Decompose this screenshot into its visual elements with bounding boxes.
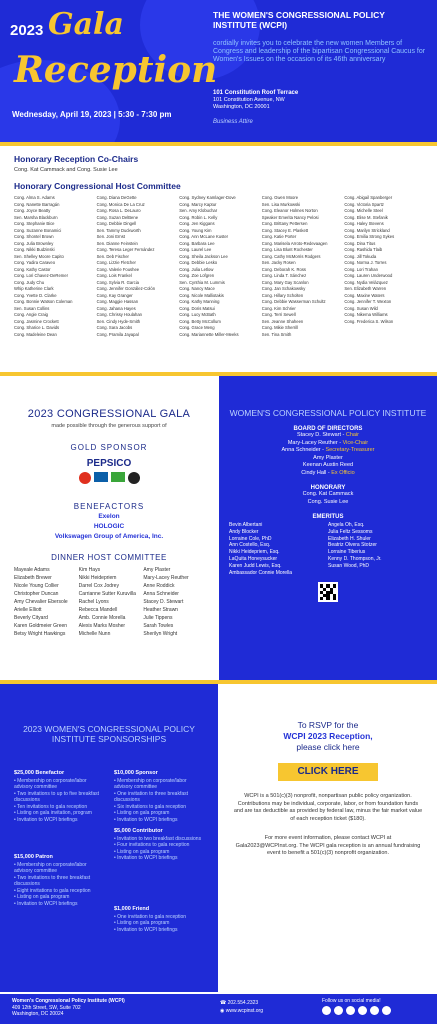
committee-member: Cong. Yvette D. Clarke xyxy=(14,292,57,298)
emeritus-member: Karen Judd Lewis, Esq. xyxy=(229,562,282,569)
committee-member: Cong. Jill Tokuda xyxy=(344,253,377,259)
committee-title: Honorary Congressional Host Committee xyxy=(14,181,181,191)
committee-member: Cong. Cathy McMorris Rodgers xyxy=(261,253,321,259)
sponsorship-tier xyxy=(114,828,206,862)
committee-member: Cong. Mikie Sherrill xyxy=(261,325,299,330)
committee-member: Cong. Rosa L. DeLauro xyxy=(96,208,141,213)
footer-phone[interactable]: 202.554.2323 xyxy=(227,1000,259,1006)
committee-member: Sen. Cynthia M. Lummis xyxy=(179,279,225,285)
committee-member: Cong. Joyce Beatty xyxy=(14,208,51,213)
dinner-columns xyxy=(10,566,208,638)
dinner-member: Stacey D. Stewart xyxy=(143,599,184,605)
footer-address: Washington, DC 20024 xyxy=(12,1011,64,1017)
dinner-member: Julie Tippens xyxy=(143,615,173,621)
board-member xyxy=(229,455,427,463)
committee-member: Sen. Joni Ernst xyxy=(96,234,125,239)
committee-member: Cong. Chrissy Houlahan xyxy=(96,312,142,317)
dinner-member: Elizabeth Brewer xyxy=(14,575,52,581)
rsvp-button[interactable]: CLICK HERE xyxy=(278,763,378,781)
social-label: Follow us on social media! xyxy=(322,998,381,1004)
committee-member: Cong. Nancy Mace xyxy=(179,286,215,291)
committee-member: Cong. Hillary Scholten xyxy=(261,292,304,298)
dinner-member: Mayeale Adams xyxy=(14,567,50,573)
committee-column xyxy=(262,195,341,338)
emeritus-member: Ambassador Connie Morella xyxy=(229,569,293,576)
dinner-member: Arielle Elliott xyxy=(14,607,42,613)
emeritus-column xyxy=(229,522,328,576)
committee-member: Cong. Michelle Steel xyxy=(344,208,383,213)
committee-member: Cong. Jennifer T. Wexton xyxy=(344,299,392,304)
board-role: Chair xyxy=(345,432,360,438)
committee-member: Cong. Nikki Budzinski xyxy=(14,247,55,252)
rsvp-line: please click here xyxy=(296,742,360,752)
tier-name: $25,000 Benefactor xyxy=(14,770,65,776)
dinner-column xyxy=(79,566,144,638)
twitter-icon[interactable] xyxy=(334,1006,343,1015)
emeritus-member: LaQuita Honeysucker xyxy=(229,555,278,562)
committee-member: Cong. Betty McCollum xyxy=(179,318,221,324)
org-title: THE WOMEN'S CONGRESSIONAL POLICY INSTITUTE (WCPI) xyxy=(213,10,385,30)
dinner-member: Nikki Heidepriem xyxy=(78,575,117,581)
dinner-member: Anna Schneider xyxy=(143,591,179,597)
tier-benefit: • Invitation to WCPI briefings xyxy=(14,900,78,907)
committee-member: Cong. Lori Trahan xyxy=(344,266,378,272)
committee-member: Sen. Jeanne Shaheen xyxy=(261,318,304,324)
committee-member: Cong. Alma S. Adams xyxy=(14,195,55,200)
emeritus-member: Susan Wood, PhD xyxy=(328,562,370,569)
committee-member: Cong. Ann McLane Kuster xyxy=(179,234,229,239)
committee-member: Cong. Victoria Spartz xyxy=(344,201,384,207)
tier-benefit: • Four invitations to gala reception xyxy=(114,842,190,848)
dinner-member: Mary-Lacey Reuther xyxy=(143,575,189,581)
dinner-column xyxy=(143,566,208,638)
tier-benefit: • Invitation to WCPI briefings xyxy=(114,816,178,823)
tier-benefit: • Membership on corporate/labor advisory committee xyxy=(14,861,87,874)
tier-benefit: • Two invitations to up to five breakfast discussions xyxy=(14,790,100,803)
tier-benefit: • Listing on gala program xyxy=(114,810,170,816)
emeritus-member: Bevin Albertani xyxy=(229,522,263,528)
sponsorship-tier xyxy=(114,906,206,933)
committee-member: Sen. Shelley Moore Capito xyxy=(14,253,64,259)
dinner-member: Michelle Nunn xyxy=(78,631,111,637)
pepsico-wordmark: PEPSICO xyxy=(86,458,132,469)
bod-title: BOARD OF DIRECTORS xyxy=(293,426,363,432)
sponsorships-title: 2023 WOMEN'S CONGRESSIONAL POLICY INSTITUTE SPONSORSHIPS xyxy=(23,724,195,744)
web-icon: ◉ xyxy=(220,1008,226,1014)
dinner-member: Kim Hays xyxy=(78,567,101,573)
footer-address: 409 12th Street, SW, Suite 702 xyxy=(12,1004,81,1011)
board-name: Mary-Lacey Reuther - xyxy=(287,439,343,446)
committee-member: Cong. Stephanie Bice xyxy=(14,221,55,226)
committee-member: Cong. Grace Meng xyxy=(179,325,215,330)
dinner-member: Anne Roddick xyxy=(143,583,175,589)
committee-member: Cong. Teresa Leger Fernández xyxy=(96,247,155,252)
tier-name: $10,000 Sponsor xyxy=(114,770,158,776)
address-line: Washington, DC 20001 xyxy=(213,104,270,110)
emeritus-member: Kenny D. Thompson, Jr. xyxy=(328,555,382,562)
committee-member: Cong. Susan Wild xyxy=(344,305,378,311)
honorary-member: Cong. Susie Lee xyxy=(307,498,349,505)
committee-member: Cong. Monica De La Cruz xyxy=(96,201,145,207)
committee-column xyxy=(344,195,423,338)
sponsorships-panel xyxy=(0,684,218,992)
committee-member: Cong. Sharice L. Davids xyxy=(14,325,60,330)
gold-sponsor-title: GOLD SPONSOR xyxy=(70,443,148,452)
committee-member: Cong. Yadira Caraveo xyxy=(14,260,56,265)
committee-member: Cong. Eleanor Holmes Norton xyxy=(261,208,318,213)
dinner-member: Rachel Lyons xyxy=(78,599,109,605)
committee-member: Cong. Sylvia R. Garcia xyxy=(96,279,139,285)
board-name: Stacey D. Stewart - xyxy=(296,432,346,438)
tier-benefit: • Listing on gala program xyxy=(114,848,170,855)
board-org-title: WOMEN'S CONGRESSIONAL POLICY INSTITUTE xyxy=(229,408,427,418)
committee-member: Cong. Young Kim xyxy=(179,227,212,233)
committee-member: Cong. Bonnie Watson Coleman xyxy=(14,299,73,304)
board-member xyxy=(229,432,427,440)
sponsorship-tier xyxy=(14,854,106,907)
cochairs-title: Honorary Reception Co-Chairs xyxy=(14,154,139,164)
venue-name: 101 Constitution Roof Terrace xyxy=(213,90,299,96)
tier-benefit: • Eight invitations to gala reception xyxy=(14,887,91,894)
committee-member: Cong. Diana DeGette xyxy=(96,195,137,200)
committee-member: Cong. Frederica S. Wilson xyxy=(344,318,394,324)
dinner-member: Amb. Connie Morella xyxy=(78,615,126,621)
rsvp-heading xyxy=(233,720,423,753)
venue-address xyxy=(213,90,298,111)
brand-icon xyxy=(128,472,140,484)
dinner-member: Betsy Wright Hawkings xyxy=(14,631,66,637)
brand-icon xyxy=(94,472,108,482)
committee-member: Cong. Jen Kiggans xyxy=(179,221,215,226)
committee-member: Cong. Kathy Manning xyxy=(179,299,220,304)
board-member xyxy=(229,462,427,470)
committee-member: Cong. Lucy McBath xyxy=(179,312,216,317)
committee-member: Cong. Katie Porter xyxy=(261,234,297,239)
committee-member: Cong. Marcy Kaptur xyxy=(179,201,217,207)
committee-member: Cong. Suzan DelBene xyxy=(96,214,139,220)
qr-code[interactable] xyxy=(318,582,338,602)
emeritus-member: Nikki Heidepriem, Esq. xyxy=(229,549,280,556)
tier-benefit: • Ten invitations to gala reception xyxy=(14,803,88,810)
committee-member: Cong. Judy Chu xyxy=(14,279,45,285)
emeritus-member: Lorraine Tiberius xyxy=(328,549,366,556)
committee-column xyxy=(97,195,176,338)
dinner-member: Nicole Young Collier xyxy=(14,583,59,589)
board-role: Vice-Chair xyxy=(342,439,369,446)
committee-member: Cong. Maggie Hassan xyxy=(96,299,139,304)
board-member xyxy=(229,447,427,455)
honorary-member: Cong. Kat Cammack xyxy=(302,491,354,497)
dinner-column xyxy=(14,566,79,638)
youtube-icon[interactable] xyxy=(346,1006,355,1015)
sponsorship-tier xyxy=(14,770,106,823)
tier-name: $15,000 Patron xyxy=(14,854,53,860)
board-member xyxy=(229,440,427,448)
committee-member: Cong. Jasmine Crockett xyxy=(14,318,59,324)
instagram-icon[interactable] xyxy=(382,1006,391,1015)
board-role: Secretary-Treasurer xyxy=(325,447,375,453)
sponsorship-tier xyxy=(114,770,206,823)
emeritus-column xyxy=(328,522,427,576)
committee-member: Cong. Zoe Lofgren xyxy=(179,273,215,278)
committee-member: Cong. Kim Schrier xyxy=(261,305,296,311)
committee-member: Cong. Maxine Waters xyxy=(344,292,385,298)
benefactor: Volkswagen Group of America, Inc. xyxy=(54,533,164,540)
committee-member: Cong. Nanette Barragán xyxy=(14,201,60,207)
event-date: Wednesday, April 19, 2023 | 5:30 - 7:30 pm xyxy=(12,110,172,119)
committee-member: Cong. Lisa Blunt Rochester xyxy=(261,247,313,252)
linkedin-icon[interactable] xyxy=(370,1006,379,1015)
board-name: Cindy Hall - xyxy=(301,469,332,476)
brand-icon xyxy=(79,472,91,484)
committee-member: Cong. Deborah K. Ross xyxy=(261,266,307,272)
dinner-member: Alexis Marks Mosher xyxy=(78,623,126,629)
committee-member: Cong. Jahana Hayes xyxy=(96,305,136,311)
reception-title: Reception xyxy=(14,49,218,91)
board-panel xyxy=(219,376,437,682)
committee-member: Sen. Jacky Rosen xyxy=(261,260,296,265)
committee-member: Sen. Marsha Blackburn xyxy=(14,214,58,220)
committee-member: Cong. Shontel Brown xyxy=(14,234,54,239)
committee-member: Cong. Debbie Lesko xyxy=(179,260,218,265)
facebook-icon[interactable] xyxy=(322,1006,331,1015)
dinner-member: Darrel Cox Jodrey xyxy=(78,583,119,589)
committee-member: Cong. Marilyn Strickland xyxy=(344,227,390,233)
tier-name: $1,000 Friend xyxy=(114,906,150,912)
committee-member: Cong. Barbara Lee xyxy=(179,240,215,246)
committee-member: Cong. Sara Jacobs xyxy=(96,325,133,330)
committee-member: Cong. Julia Brownley xyxy=(14,240,54,246)
committee-member: Cong. Nikema Williams xyxy=(344,312,388,317)
tier-benefit: • Listing on gala invitation, program xyxy=(14,810,92,816)
tier-benefit: • Invitation to WCPI briefings xyxy=(114,926,178,933)
contact-text: For more event information, please contact WCPI at Gala2023@WCPInst.org. The WCPI gala reception is an annual fundraising event to benefit a 501(c)(3) nonprofit organization. xyxy=(235,835,421,856)
committee-member: Cong. Elise M. Stefanik xyxy=(344,214,388,220)
committee-member: Cong. Gwen Moore xyxy=(261,195,299,200)
committee-member: Cong. Norma J. Torres xyxy=(344,260,387,265)
committee-member: Cong. Mary Gay Scanlon xyxy=(261,279,309,285)
committee-member: Sen. Susan Collins xyxy=(14,305,50,311)
committee-member: Cong. Jan Schakowsky xyxy=(261,286,306,291)
cochairs: Cong. Kat Cammack and Cong. Susie Lee xyxy=(14,167,118,173)
phone-icon: ☎ xyxy=(220,1000,228,1006)
tier-benefit: • Six invitations to gala reception xyxy=(114,803,187,810)
committee-member: Cong. Nydia Velázquez xyxy=(344,279,388,285)
address-line: 101 Constitution Avenue, NW xyxy=(213,97,285,103)
tier-benefit: • One invitation to gala reception xyxy=(114,913,187,920)
committee-member: Cong. Rashida Tlaib xyxy=(344,247,383,252)
tier-benefit: • Invitation to WCPI briefings xyxy=(14,816,78,823)
dinner-member: Karen Goldmeier Green xyxy=(14,623,68,629)
benefactor: Exelon xyxy=(98,513,120,520)
committee-member: Sen. Cindy Hyde-Smith xyxy=(96,318,141,324)
committee-member: Sen. Dianne Feinstein xyxy=(96,240,138,246)
tier-benefit: • One invitation to three breakfast discussions xyxy=(114,790,189,803)
emeritus-member: Ann Costello, Esq. xyxy=(229,542,271,549)
invitation-text: cordially invites you to celebrate the new women Members of Congress and leadership of the bipartisan Congressional Caucus for Women's Issues on the occasion of its 46th anniversary xyxy=(213,40,426,63)
emeritus-member: Angela Oh, Esq. xyxy=(328,522,365,528)
board-name: Amy Plaster xyxy=(313,454,343,461)
committee-member: Speaker Emerita Nancy Pelosi xyxy=(261,214,319,220)
tier-benefit: • Invitation to two breakfast discussions xyxy=(114,835,202,842)
committee-member: Sen. Tammy Duckworth xyxy=(96,227,141,233)
committee-member: Cong. Marisela Arroto-Redevaagen xyxy=(261,240,328,246)
rsvp-panel xyxy=(219,684,437,992)
benefactor: HOLOGIC xyxy=(93,523,125,530)
committee-member: Sen. Amy Klobuchar xyxy=(179,208,218,213)
emeritus-member: Lorraine Cole, PhD xyxy=(229,535,272,542)
dinner-member: Carrianne Sutter Kuruvilla xyxy=(78,591,136,597)
host-committee xyxy=(0,146,437,374)
committee-member: Cong. Linda T. Sánchez xyxy=(261,273,307,278)
committee-member: Cong. Brittany Pettersen xyxy=(261,221,308,226)
committee-member: Cong. Doris Matsui xyxy=(179,305,215,311)
year: 2023 xyxy=(10,22,44,39)
committee-member: Cong. Sydney Kamlager-Dove xyxy=(179,195,236,200)
attire: Business Attire xyxy=(213,119,253,125)
brand-icon xyxy=(111,472,125,482)
committee-column xyxy=(179,195,258,338)
committee-column xyxy=(14,195,93,338)
dinner-member: Christopher Duncan xyxy=(14,591,59,597)
committee-member: Whip Katherine Clark xyxy=(14,286,54,291)
emeritus-member: Andy Blocker xyxy=(229,528,259,535)
committee-member: Cong. Madeleine Dean xyxy=(14,331,57,337)
tier-benefit: • Two invitations to three breakfast discussions xyxy=(14,874,91,887)
benefactors-title: BENEFACTORS xyxy=(73,502,145,511)
rsvp-line: To RSVP for the xyxy=(297,720,359,730)
gala-title: 2023 CONGRESSIONAL GALA xyxy=(27,408,191,420)
footer-web[interactable]: www.wcpinst.org xyxy=(225,1008,263,1014)
tier-benefit: • Listing on gala program xyxy=(14,894,70,900)
committee-member: Cong. Jennifer González-Colón xyxy=(96,286,156,291)
committee-member: Cong. Terri Sewell xyxy=(261,312,296,317)
committee-member: Cong. Stacey E. Plaskett xyxy=(261,227,309,233)
gala-sub: made possible through the generous support of xyxy=(51,423,167,429)
committee-member: Cong. Pramila Jayapal xyxy=(96,331,139,337)
committee-member: Cong. Lois Frankel xyxy=(96,273,132,278)
committee-member: Sen. Tina Smith xyxy=(261,331,292,337)
gala-title: Gala xyxy=(48,7,124,42)
dinner-member: Heather Strawn xyxy=(143,607,179,613)
emeritus-title: EMERITUS xyxy=(312,514,344,520)
emeritus-member: Julia Feltz Sessoms xyxy=(328,528,373,535)
board-name: Keenan Austin Reed xyxy=(302,462,354,468)
tier-name: $5,000 Contributor xyxy=(114,828,163,834)
dinner-member: Rebecca Mandell xyxy=(78,607,118,613)
committee-member: Cong. Nicole Malliotakis xyxy=(179,292,224,298)
committee-member: Cong. Emilia Strong Sykes xyxy=(344,234,395,239)
pepsico-logo xyxy=(69,458,149,488)
committee-member: Sen. Lisa Murkowski xyxy=(261,201,301,207)
committee-member: Cong. Lizzie Fletcher xyxy=(96,260,136,265)
flickr-icon[interactable] xyxy=(358,1006,367,1015)
committee-member: Cong. Mariannette Miller-Meeks xyxy=(179,331,239,337)
footer-org: Women's Congressional Policy Institute (WCPI) xyxy=(12,998,125,1004)
dinner-committee-title: DINNER HOST COMMITTEE xyxy=(51,553,167,562)
committee-member: Cong. Sheila Jackson Lee xyxy=(179,253,228,259)
tier-benefit: • Membership on corporate/labor advisory committee xyxy=(114,777,187,790)
hero-banner xyxy=(0,0,437,142)
committee-member: Cong. Lauren Underwood xyxy=(344,273,393,278)
committee-member: Sen. Deb Fischer xyxy=(96,253,129,259)
tier-benefit: • Invitation to WCPI briefings xyxy=(114,855,178,861)
honorary-title: HONORARY xyxy=(310,485,346,491)
committee-member: Cong. Julia Letlow xyxy=(179,266,214,272)
committee-member: Cong. Suzanne Bonamici xyxy=(14,227,62,233)
committee-member: Cong. Robin L. Kelly xyxy=(179,214,218,220)
committee-member: Cong. Abigail Spanberger xyxy=(344,195,393,200)
board-role: Ex Officio xyxy=(331,469,355,476)
committee-member: Cong. Valerie Foushee xyxy=(96,266,140,272)
committee-member: Cong. Laurel Lee xyxy=(179,247,212,252)
rsvp-line: WCPI 2023 Reception, xyxy=(283,731,373,741)
dinner-member: Sherilyn Wright xyxy=(143,631,178,637)
gala-sponsors xyxy=(0,376,218,682)
committee-member: Cong. Kay Granger xyxy=(96,292,133,298)
tier-benefit: • Listing on gala program xyxy=(114,920,170,926)
board-name: Anna Schneider - xyxy=(281,447,326,453)
board-member xyxy=(229,470,427,478)
committee-member: Cong. Angie Craig xyxy=(14,312,48,317)
committee-member: Cong. Haley Stevens xyxy=(344,221,384,226)
committee-member: Cong. Debbie Wasserman Schultz xyxy=(261,299,326,304)
committee-member: Cong. Debbie Dingell xyxy=(96,221,137,226)
dinner-member: Amy Plaster xyxy=(143,567,171,573)
tier-benefit: • Membership on corporate/labor advisory committee xyxy=(14,777,87,790)
committee-member: Cong. Dina Titus xyxy=(344,240,376,246)
footer xyxy=(0,994,437,1024)
committee-columns xyxy=(14,195,423,338)
emeritus-member: Beatriz Olvera Stotzer xyxy=(328,542,377,549)
dinner-member: Sarah Towles xyxy=(143,623,174,629)
dinner-member: Beverly Cityard xyxy=(14,615,48,621)
emeritus-member: Elizabeth H. Shuler xyxy=(328,535,371,542)
nonprofit-text: WCPI is a 501(c)(3) nonprofit, nonpartisan public policy organization. Contributions may be individual, corporate, labor, or from foundation funds and are tax deductible as provided by federal law, minus the fair market value of each reception ticket ($180). xyxy=(233,793,423,822)
board-list xyxy=(229,432,427,477)
committee-member: Sen. Elizabeth Warren xyxy=(344,286,387,291)
dinner-member: Amy Chevalier Ebersole xyxy=(14,599,68,605)
committee-member: Cong. Lori Chavez-DeRemer xyxy=(14,273,68,278)
committee-member: Cong. Kathy Castor xyxy=(14,266,51,272)
emeritus-columns xyxy=(229,522,427,576)
